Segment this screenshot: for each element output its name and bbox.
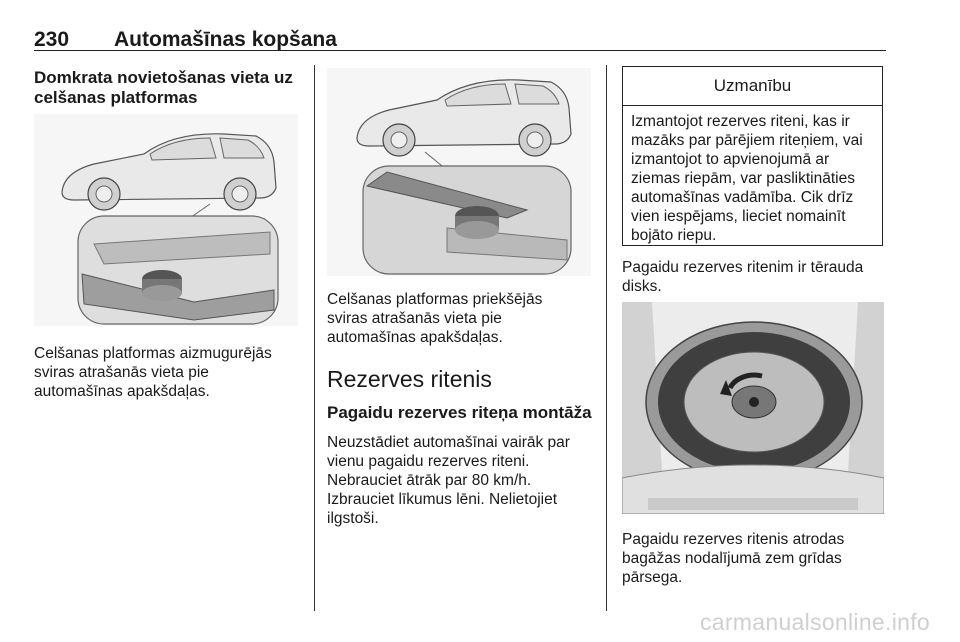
watermark: carmanualsonline.info: [699, 609, 930, 635]
rear-lift-point-caption: Celšanas platformas aizmugurējās sviras atrašanās vieta pie automašīnas apakšdaļas.: [34, 345, 272, 400]
temporary-spare-instructions: Neuzstādiet automašīnai vairāk par vienu pagaidu rezerves riteni. Nebrauciet ātrāk par 80 km/h. Izbrauciet līkumus lēni. Nelietojiet ilgstoši.: [327, 434, 570, 527]
col2-section-wrap: [327, 366, 603, 528]
subsection-title-temporary-spare: Pagaidu rezerves riteņa montāža: [327, 403, 592, 422]
page-header-title: Automašīnas kopšana: [114, 28, 337, 51]
section-title-spare-wheel: Rezerves ritenis: [327, 366, 492, 392]
col1-caption-wrap: [34, 344, 304, 401]
col1-heading-wrap: [34, 68, 304, 108]
column-divider-1: [314, 65, 315, 611]
section-heading-jack-position: Domkrata novietošanas vieta uz celšanas platformas: [34, 68, 293, 107]
spare-wheel-in-trunk-illustration: [622, 302, 884, 514]
front-lift-point-caption: Celšanas platformas priekšējās sviras atrašanās vieta pie automašīnas apakšdaļas.: [327, 291, 543, 346]
column-divider-2: [606, 65, 607, 611]
page-number: 230: [34, 28, 70, 51]
header-rule: [34, 50, 886, 51]
warning-box: [622, 66, 883, 246]
col2-caption-wrap: [327, 290, 597, 347]
col3-paragraph-wrap: [622, 258, 892, 296]
col3-caption-wrap: [622, 530, 892, 587]
warning-title: Uzmanību: [623, 67, 882, 106]
spare-wheel-steel-rim-text: Pagaidu rezerves ritenim ir tērauda disks.: [622, 259, 864, 295]
warning-text: Izmantojot rezerves riteni, kas ir mazāks par pārējiem riteņiem, vai izmantojot to apvienojumā ar ziemas riepām, var pasliktināties automašīnas vadāmība. Cik drīz vien iespējams, lieciet nomainīt bojāto riepu.: [631, 113, 863, 244]
front-lift-point-illustration: [327, 68, 591, 276]
spare-wheel-location-caption: Pagaidu rezerves ritenis atrodas bagāžas nodalījumā zem grīdas pārsega.: [622, 531, 845, 586]
rear-lift-point-illustration: [34, 114, 298, 326]
